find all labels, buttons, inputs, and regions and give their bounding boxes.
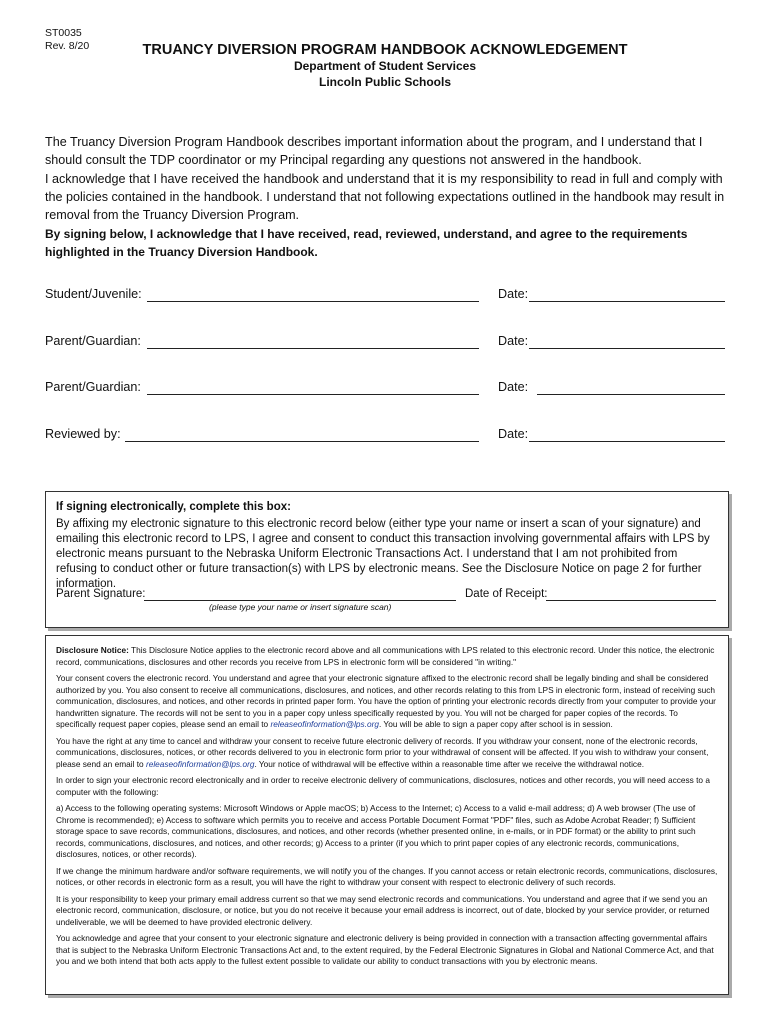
disclosure-paragraph-7: It is your responsibility to keep your primary email address current so that we may send electronic records and communications. You understand and agree that if we send you an electronic record, communication, disclosure, or notice, but you do not receive it because your email address is incorrect, out of date, blocked by your service provider, or returned undeliverable, we will be deemed to have provided electronic delivery. (56, 893, 710, 927)
parent-2-signature-label: Parent/Guardian: (45, 380, 141, 394)
disclosure-paragraph-8: You acknowledge and agree that your consent to your electronic signature and electronic delivery is being provided in connection with a transaction affecting governmental affairs that is subject to the Nebraska Uniform Electronic Transactions Act and, to the extent required, by the Federal Electronic Signatures in Global and National Commerce Act, and that you and we both intend that both acts apply to the fullest extent possible to validate our ability to conduct transactions with you by electronic means. (56, 933, 714, 966)
reviewer-signature-label: Reviewed by: (45, 427, 121, 441)
intro-paragraph-2: I acknowledge that I have received the handbook and understand that it is my responsibility to read in full and comply with the policies contained in the handbook. I understand that not following expectations outlined in the handbook may result in removal from the Truancy Diversion Program. (45, 172, 725, 222)
disclosure-p3-text-a: You have the right at any time to cancel and withdraw your consent to receive future electronic delivery of records. If you withdraw your consent, none of the electronic records, communications, disclosures, notices, or other records delivered to you in electronic form prior to your withdrawal of consent will be affected. If you wish to withdraw your consent, please send an email to (56, 735, 709, 769)
student-signature-label: Student/Juvenile: (45, 287, 142, 301)
disclosure-p2-text-a: Your consent covers the electronic record. You understand and agree that your electronic signature affixed to the electronic record shall be legally binding and shall be considered authorized by you. You also consent to receive all communications, disclosures, and notices, and other records relating to this from LPS in electronic form, instead of receiving such communication, disclosures, and notices, and other records in printed paper form. You have the option of printing your electronic records directly from your computer to provide your handwritten signature. The records will not be sent to you in a paper copy unless specifically requested by you. You will not be charged for paper copies of the records. To specifically request paper copies, please send an email to (56, 673, 716, 729)
release-email-link-2[interactable]: releaseofinformation@lps.org (145, 758, 255, 769)
disclosure-notice-text (56, 645, 718, 973)
signature-row-parent-1 (45, 334, 725, 354)
student-signature-line[interactable] (147, 301, 479, 302)
form-number: ST0035 (45, 27, 82, 39)
disclosure-paragraph-6: If we change the minimum hardware and/or software requirements, we will notify you of the changes. If you cannot access or retain electronic records, communications, disclosures, notices, or other records in electronic form as a result, you will have the right to withdraw your consent with respect to electronic delivery of such records. (56, 865, 718, 887)
disclosure-paragraph-4: In order to sign your electronic record electronically and in order to receive electronic delivery of communications, disclosures, notices and other records, you will need access to a computer with the following: (56, 775, 710, 797)
disclosure-p1-text: This Disclosure Notice applies to the electronic record above and all communications with LPS related to this electronic record. Under this notice, the electronic record, communications, disclosures and other records you receive from LPS in electronic form will be considered "in writing." (56, 645, 715, 667)
parent-1-date-label: Date: (498, 334, 529, 348)
signature-hint: (please type your name or insert signature scan) (209, 602, 392, 612)
disclosure-paragraph-3 (56, 736, 718, 771)
electronic-signing-heading: If signing electronically, complete this box: (56, 501, 291, 513)
department-name: Department of Student Services (293, 59, 477, 73)
reviewer-date-label: Date: (498, 427, 529, 441)
parent-2-date-label: Date: (498, 380, 529, 394)
parent-1-date-line[interactable] (529, 348, 725, 349)
electronic-consent-text: By affixing my electronic signature to this electronic record below (either type your name or insert a scan of your signature) and emailing this electronic record to LPS, I agree and consent to conduct this transaction involving governmental affairs with LPS by electronic means pursuant to the Nebraska Uniform Electronic Transactions Act. I understand that I am not prohibited from refusing to conduct other or future transaction(s) with LPS by electronic means. See the Disclosure Notice on page 2 for further information. (56, 518, 710, 590)
intro-paragraph-1: The Truancy Diversion Program Handbook describes important information about the program, and I understand that I should consult the TDP coordinator or my Principal regarding any questions not answered in the handbook. (45, 135, 703, 167)
revision-date: Rev. 8/20 (45, 40, 90, 52)
parent-signature-label: Parent Signature: (56, 588, 146, 600)
school-name: Lincoln Public Schools (318, 75, 451, 89)
parent-2-signature-line[interactable] (147, 394, 479, 395)
signature-row-reviewer (45, 427, 725, 447)
date-of-receipt-label: Date of Receipt: (465, 588, 548, 600)
reviewer-date-line[interactable] (529, 441, 725, 442)
disclosure-p3-text-b: . Your notice of withdrawal will be effective within a reasonable time after we receive the withdrawal notice. (254, 758, 644, 769)
reviewer-signature-line[interactable] (125, 441, 479, 442)
student-date-label: Date: (498, 287, 529, 301)
date-of-receipt-field[interactable] (546, 600, 716, 601)
parent-2-date-line[interactable] (537, 394, 725, 395)
disclosure-p2-text-b: . You will be able to sign a paper copy after school is in session. (378, 719, 613, 729)
document-title: TRUANCY DIVERSION PROGRAM HANDBOOK ACKNOWLEDGEMENT (142, 42, 628, 58)
signature-row-parent-2 (45, 380, 725, 400)
student-date-line[interactable] (529, 301, 725, 302)
release-email-link-1[interactable]: releaseofinformation@lps.org (270, 719, 379, 729)
disclosure-heading: Disclosure Notice: (56, 645, 129, 655)
parent-1-signature-label: Parent/Guardian: (45, 334, 141, 348)
parent-signature-field[interactable] (144, 600, 456, 601)
signature-row-student (45, 287, 725, 307)
parent-1-signature-line[interactable] (147, 348, 479, 349)
disclosure-notice-box (45, 635, 729, 995)
disclosure-paragraph-2 (56, 673, 718, 731)
disclosure-paragraph-1 (56, 645, 718, 668)
disclosure-paragraph-5: a) Access to the following operating systems: Microsoft Windows or Apple macOS; b) Access to the Internet; c) Access to a valid e-mail address; d) A web browser (The use of Chrome is recommended); e) Access to software which permits you to receive and access Portable Document Format "PDF" files, such as Adobe Acrobat Reader; f) Sufficient storage space to save records, communications, disclosures, and notices, and other records (whether presented online, in e-mails, or in PDF format) or the ability to print such records, communications, disclosures, and notices, and other records; g) Access to a printer (if you which to print paper copies of any electronic records, communications, disclosures, notices, or other records). (56, 803, 696, 859)
intro-paragraph-3: By signing below, I acknowledge that I have received, read, reviewed, understand, and agree to the requirements highlighted in the Truancy Diversion Handbook. (45, 227, 688, 259)
electronic-signing-box (45, 491, 729, 628)
